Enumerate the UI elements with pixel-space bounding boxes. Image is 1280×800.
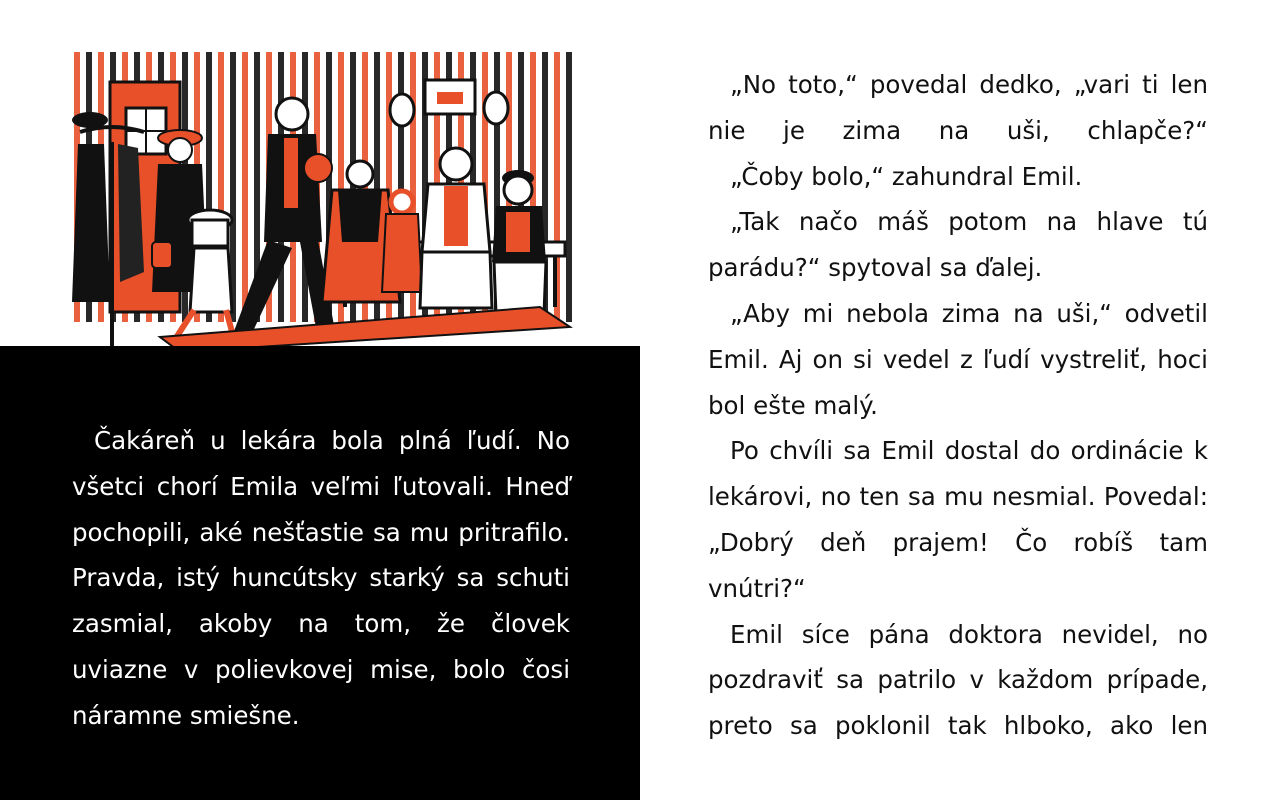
- waiting-room-illustration: [60, 52, 580, 362]
- paragraph-4: „Aby mi nebola zima na uši,“ odvetil Emil. Aj on si vedel z ľudí vystreliť, hoci bol ešte malý.: [708, 298, 1208, 420]
- paragraph-6: Emil síce pána doktora nevidel, no pozdraviť sa patrilo v každom prípade, preto sa poklonil tak hlboko, ako len: [708, 619, 1208, 741]
- paragraph-3: „Tak načo máš potom na hlave tú parádu?“ spytoval sa ďalej.: [708, 207, 1208, 283]
- wall-stripe: [566, 52, 572, 322]
- paragraph-1: „No toto,“ povedal dedko, „vari ti len nie je zima na uši, chlapče?“: [708, 70, 1208, 145]
- right-page-text: [708, 62, 1208, 749]
- wall-stripe: [242, 52, 248, 322]
- left-page-text: [72, 418, 570, 739]
- paragraph-5: Po chvíli sa Emil dostal do ordinácie k lekárovi, no ten sa mu nesmial. Povedal: „Dobrý deň prajem! Čo robíš tam vnútri?“: [708, 436, 1208, 603]
- left-paragraph: Čakáreň u lekára bola plná ľudí. No všetci chorí Emila veľmi ľutovali. Hneď pochopili, aké nešťastie sa mu pritrafilo. Pravda, istý huncútsky starký sa schuti zasmial, akoby na tom, že človek uviazne v polievkovej mise, bolo čosi náramne smiešne.: [72, 426, 570, 730]
- paragraph-2: „Čoby bolo,“ zahundral Emil.: [730, 161, 1083, 191]
- illustration-canvas: [60, 52, 580, 362]
